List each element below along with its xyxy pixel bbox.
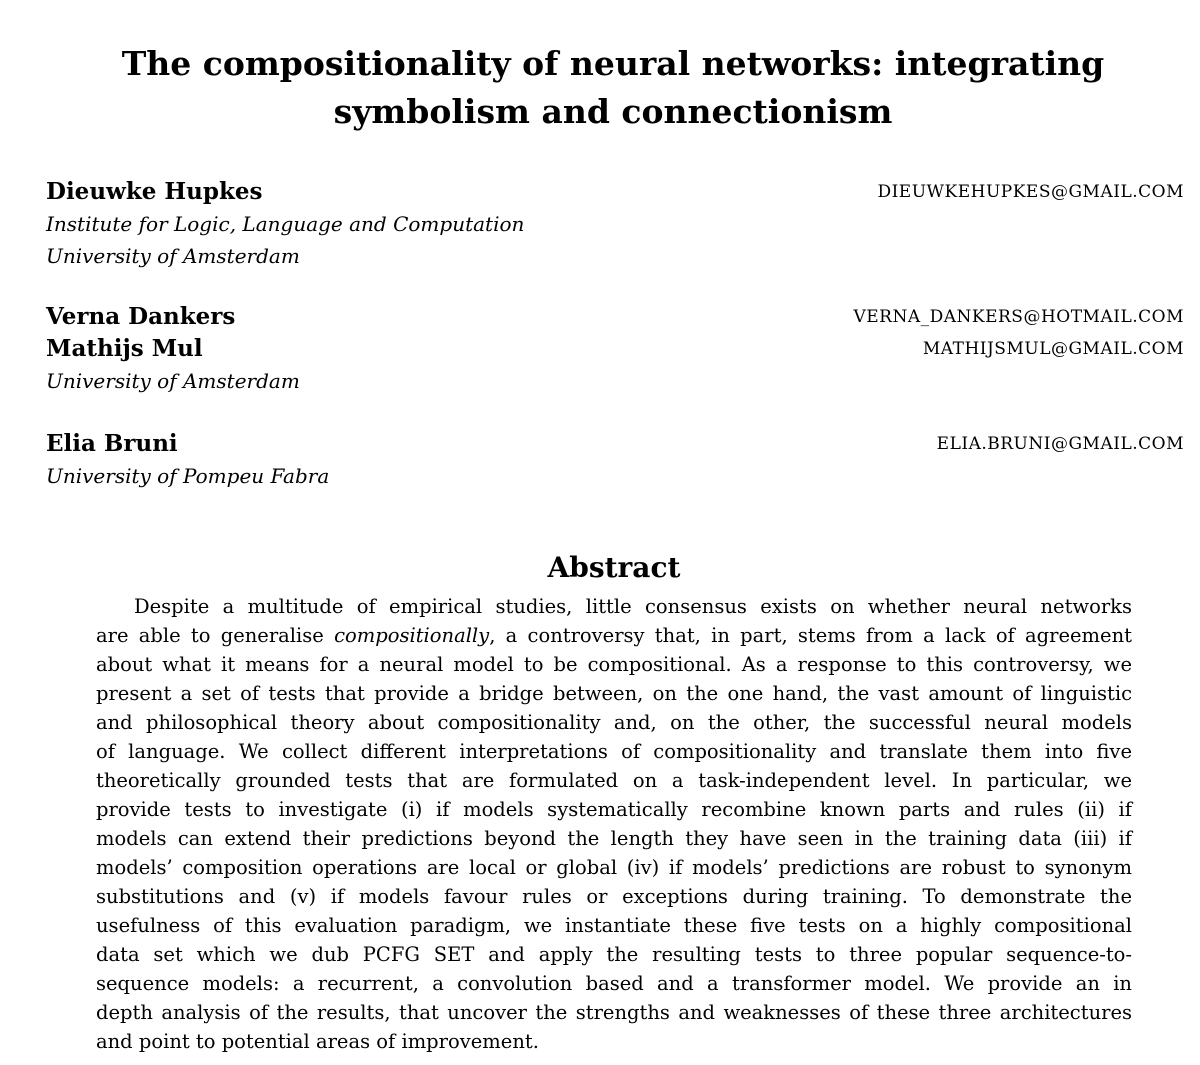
abstract-line: models’ composition operations are local or global (iv) if models’ predictions are robust to synonym [96,856,1132,879]
abstract-line: Despite a multitude of empirical studies, little consensus exists on whether neural networks [134,595,1132,618]
abstract-line: and point to potential areas of improvement. [96,1030,539,1053]
abstract-line: usefulness of this evaluation paradigm, we instantiate these five tests on a highly compositional [96,914,1132,937]
abstract-body [96,592,1132,1056]
paper-title-line-1: The compositionality of neural networks: integrating [121,44,1105,83]
abstract-line: and philosophical theory about compositionality and, on the other, the successful neural models [96,711,1132,734]
author-email[interactable]: DIEUWKEHUPKES@GMAIL.COM [877,182,1184,202]
author-block-hupkes [46,176,1184,272]
abstract-line [96,621,1132,650]
abstract-line: models can extend their predictions beyond the length they have seen in the training data (iii) if [96,827,1132,850]
abstract-line: data set which we dub PCFG SET and apply the resulting tests to three popular sequence-to- [96,943,1132,966]
abstract-text: , a controversy that, in part, stems from a lack of agreement [489,624,1132,647]
abstract-line: provide tests to investigate (i) if models systematically recombine known parts and rules (ii) if [96,798,1132,821]
author-block-dankers-mul [46,301,1184,397]
abstract-heading: Abstract [547,551,681,584]
paper-title-line-2: symbolism and connectionism [333,92,893,131]
author-email[interactable]: MATHIJSMUL@GMAIL.COM [922,339,1184,359]
abstract-line: of language. We collect different interpretations of compositionality and translate them into five [96,740,1132,763]
author-name: Verna Dankers [46,303,236,330]
abstract-line: about what it means for a neural model to be compositional. As a response to this controversy, we [96,653,1132,676]
abstract-emphasis: compositionally [334,624,490,647]
author-affiliation: University of Amsterdam [46,244,300,268]
abstract-text: are able to generalise [96,624,335,647]
author-name: Elia Bruni [46,430,178,457]
author-affiliation: University of Amsterdam [46,369,300,393]
abstract-line: sequence models: a recurrent, a convolution based and a transformer model. We provide an in [96,972,1132,995]
paper-title [60,40,1166,136]
abstract-line: depth analysis of the results, that uncover the strengths and weaknesses of these three architectures [96,1001,1132,1024]
abstract-line: theoretically grounded tests that are formulated on a task-independent level. In particular, we [96,769,1132,792]
author-name: Dieuwke Hupkes [46,178,263,205]
author-affiliation: Institute for Logic, Language and Computation [46,212,525,236]
author-email[interactable]: ELIA.BRUNI@GMAIL.COM [936,434,1184,454]
author-block-bruni [46,428,1184,492]
author-email[interactable]: VERNA_DANKERS@HOTMAIL.COM [853,307,1184,327]
author-name: Mathijs Mul [46,335,203,362]
abstract-line: present a set of tests that provide a bridge between, on the one hand, the vast amount of linguistic [96,682,1132,705]
abstract-line: substitutions and (v) if models favour rules or exceptions during training. To demonstrate the [96,885,1132,908]
author-affiliation: University of Pompeu Fabra [46,464,330,488]
